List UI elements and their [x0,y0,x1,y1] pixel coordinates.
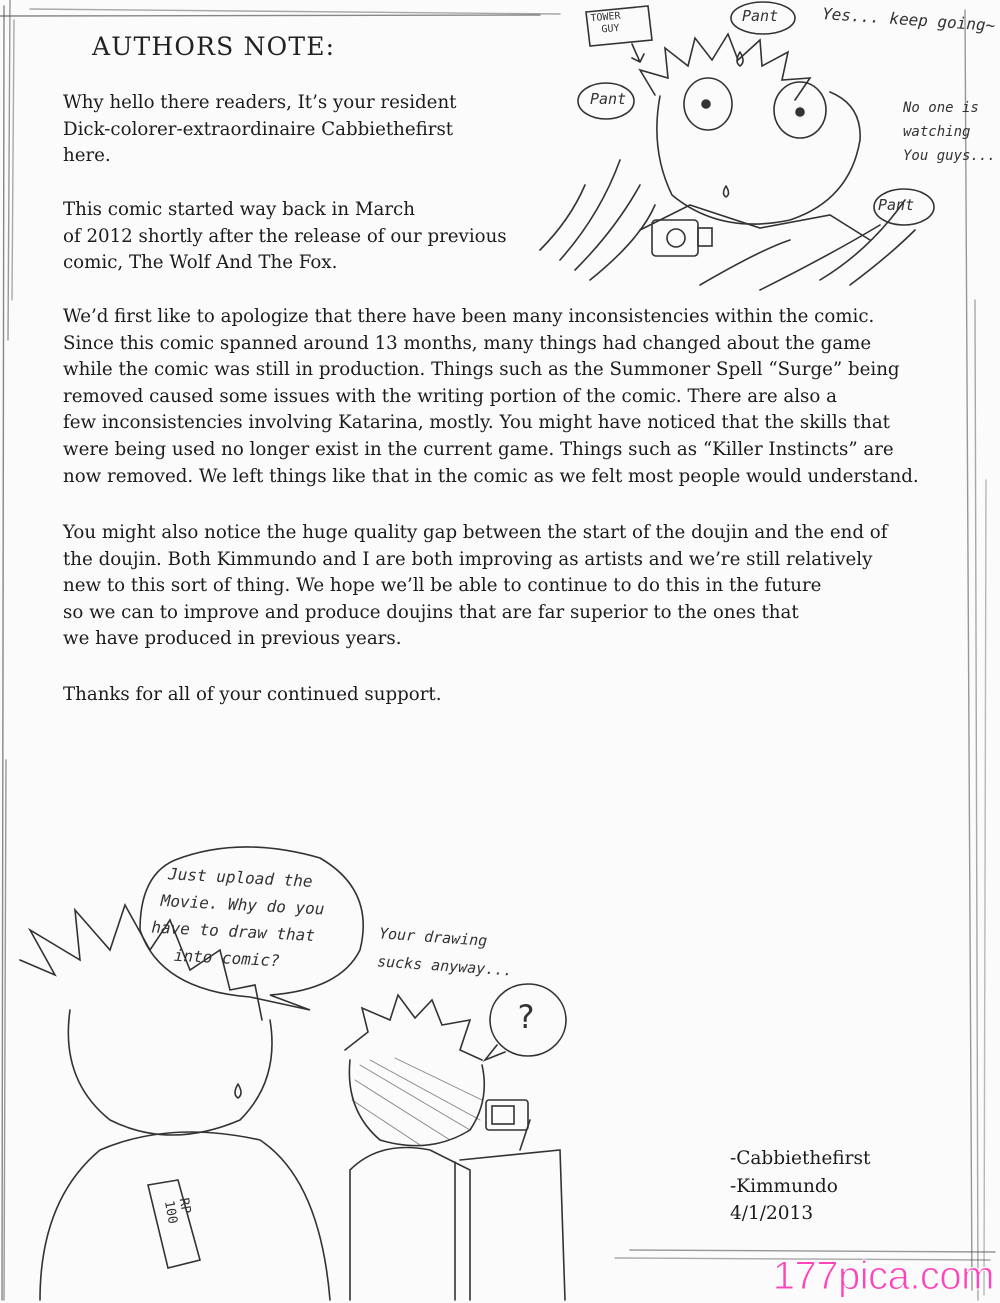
text-line: You might also notice the huge quality gap between the start of the doujin and the end of [63,522,888,543]
text-line: Thanks for all of your continued support. [63,684,442,705]
text-line: while the comic was still in production. Things such as the Summoner Spell “Surge” being [63,359,900,381]
text-line: Why hello there readers, It’s your resident [63,92,457,113]
speech-bubble-text: Just upload the Movie. Why do you have to draw that into comic? [150,864,325,971]
history-paragraph [63,197,507,277]
signature-block [730,1145,870,1228]
pant-text: Pant [590,90,627,108]
text-line: removed caused some issues with the writing portion of the comic. There are also a [63,385,837,407]
text-line: here. [63,145,111,167]
text-line: We’d first like to apologize that there have been many inconsistencies within the comic. [63,306,875,327]
intro-paragraph [63,90,456,170]
signature-date: 4/1/2013 [730,1203,814,1224]
tower-guy-label: TOWER GUY [590,10,621,36]
question-mark: ? [516,998,536,1036]
no-one-watching-text: No one is watching You guys... [903,100,996,164]
pant-text: Pant [742,7,779,25]
pant-text: Pant [878,196,915,214]
text-line: This comic started way back in March [63,199,415,220]
aside-text: Your drawing sucks anyway... [376,924,513,980]
text-line: now removed. We left things like that in the comic as we felt most people would understand. [63,465,919,487]
text-line: we have produced in previous years. [63,628,402,650]
quality-paragraph [63,520,887,653]
text-line: the doujin. Both Kimmundo and I are both improving as artists and we’re still relatively [63,548,873,570]
text-line: comic, The Wolf And The Fox. [63,252,338,274]
signature-author-2: -Kimmundo [730,1175,838,1197]
text-line: were being used no longer exist in the current game. Things such as “Killer Instincts” are [63,438,894,460]
text-line: so we can to improve and produce doujins that are far superior to the ones that [63,601,799,623]
yes-keep-going-text: Yes... keep going~ [821,3,996,36]
text-line: new to this sort of thing. We hope we’ll be able to continue to do this in the future [63,575,822,597]
watermark: 177pica.com [772,1254,994,1298]
text-line: of 2012 shortly after the release of our previous [63,225,507,247]
text-line: few inconsistencies involving Katarina, mostly. You might have noticed that the skills that [63,412,890,434]
rp-card-text: RP 100 [160,1196,194,1226]
thanks-paragraph [63,682,441,709]
text-line: Since this comic spanned around 13 months, many things had changed about the game [63,332,872,354]
text-line: Dick-colorer-extraordinaire Cabbiethefirst [63,118,454,140]
apology-paragraph [63,304,919,490]
page-title: AUTHORS NOTE: [92,32,336,61]
signature-author-1: -Cabbiethefirst [730,1148,871,1169]
